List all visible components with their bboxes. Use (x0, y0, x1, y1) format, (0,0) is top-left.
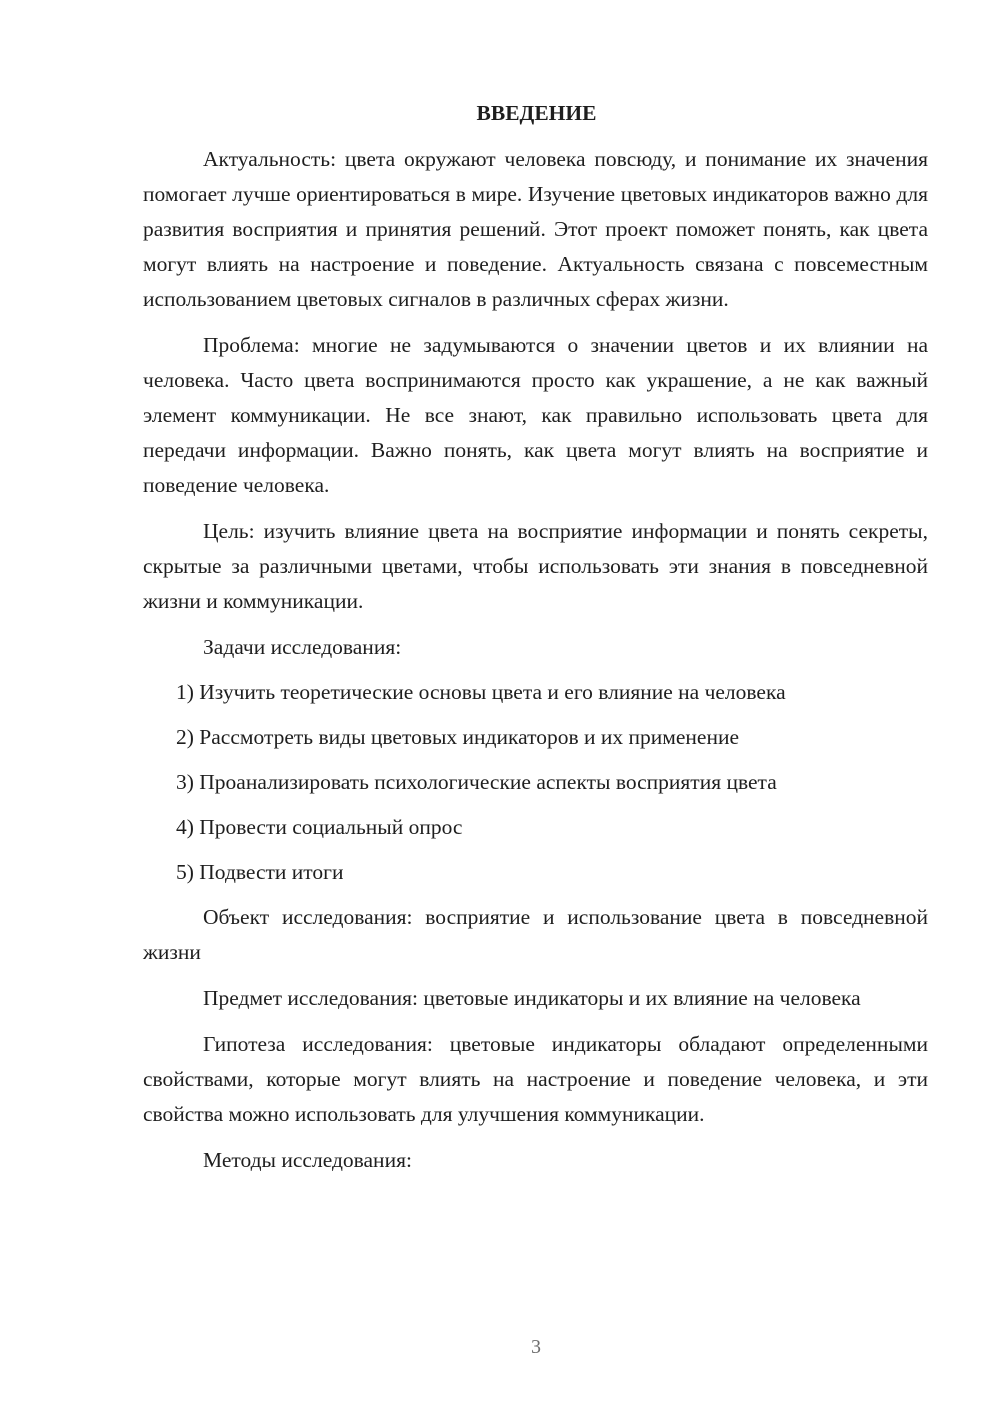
page-content (143, 96, 928, 1189)
list-item: 1) Изучить теоретические основы цвета и его влияние на человека (176, 680, 786, 704)
paragraph-relevance: Актуальность: цвета окружают человека повсюду, и понимание их значения помогает лучше ориентироваться в мире. Изучение цветовых индикаторов важно для развития восприятия и принятия решений. Этот проект поможет понять, как цвета могут влиять на настроение и поведение. Актуальность связана с повсеместным использованием цветовых сигналов в различных сферах жизни. (143, 147, 928, 311)
tasks-list (143, 675, 928, 890)
list-item: 3) Проанализировать психологические аспекты восприятия цвета (176, 770, 777, 794)
list-item: 5) Подвести итоги (176, 860, 344, 884)
paragraph-subject: Предмет исследования: цветовые индикаторы и их влияние на человека (203, 986, 861, 1010)
paragraph-hypothesis: Гипотеза исследования: цветовые индикаторы обладают определенными свойствами, которые могут влиять на настроение и поведение человека, и эти свойства можно использовать для улучшения коммуникации. (143, 1032, 928, 1126)
page-number: 3 (531, 1336, 541, 1358)
paragraph-object: Объект исследования: восприятие и использование цвета в повседневной жизни (143, 905, 928, 964)
list-item: 4) Провести социальный опрос (176, 815, 463, 839)
tasks-title: Задачи исследования: (203, 635, 402, 659)
list-item: 2) Рассмотреть виды цветовых индикаторов и их применение (176, 725, 740, 749)
paragraph-problem: Проблема: многие не задумываются о значении цветов и их влиянии на человека. Часто цвета воспринимаются просто как украшение, а не как важный элемент коммуникации. Не все знают, как правильно использовать цвета для передачи информации. Важно понять, как цвета могут влиять на восприятие и поведение человека. (143, 333, 928, 497)
methods-title: Методы исследования: (203, 1148, 412, 1172)
section-heading: ВВЕДЕНИЕ (476, 101, 597, 125)
paragraph-goal: Цель: изучить влияние цвета на восприятие информации и понять секреты, скрытые за различными цветами, чтобы использовать эти знания в повседневной жизни и коммуникации. (143, 519, 928, 613)
